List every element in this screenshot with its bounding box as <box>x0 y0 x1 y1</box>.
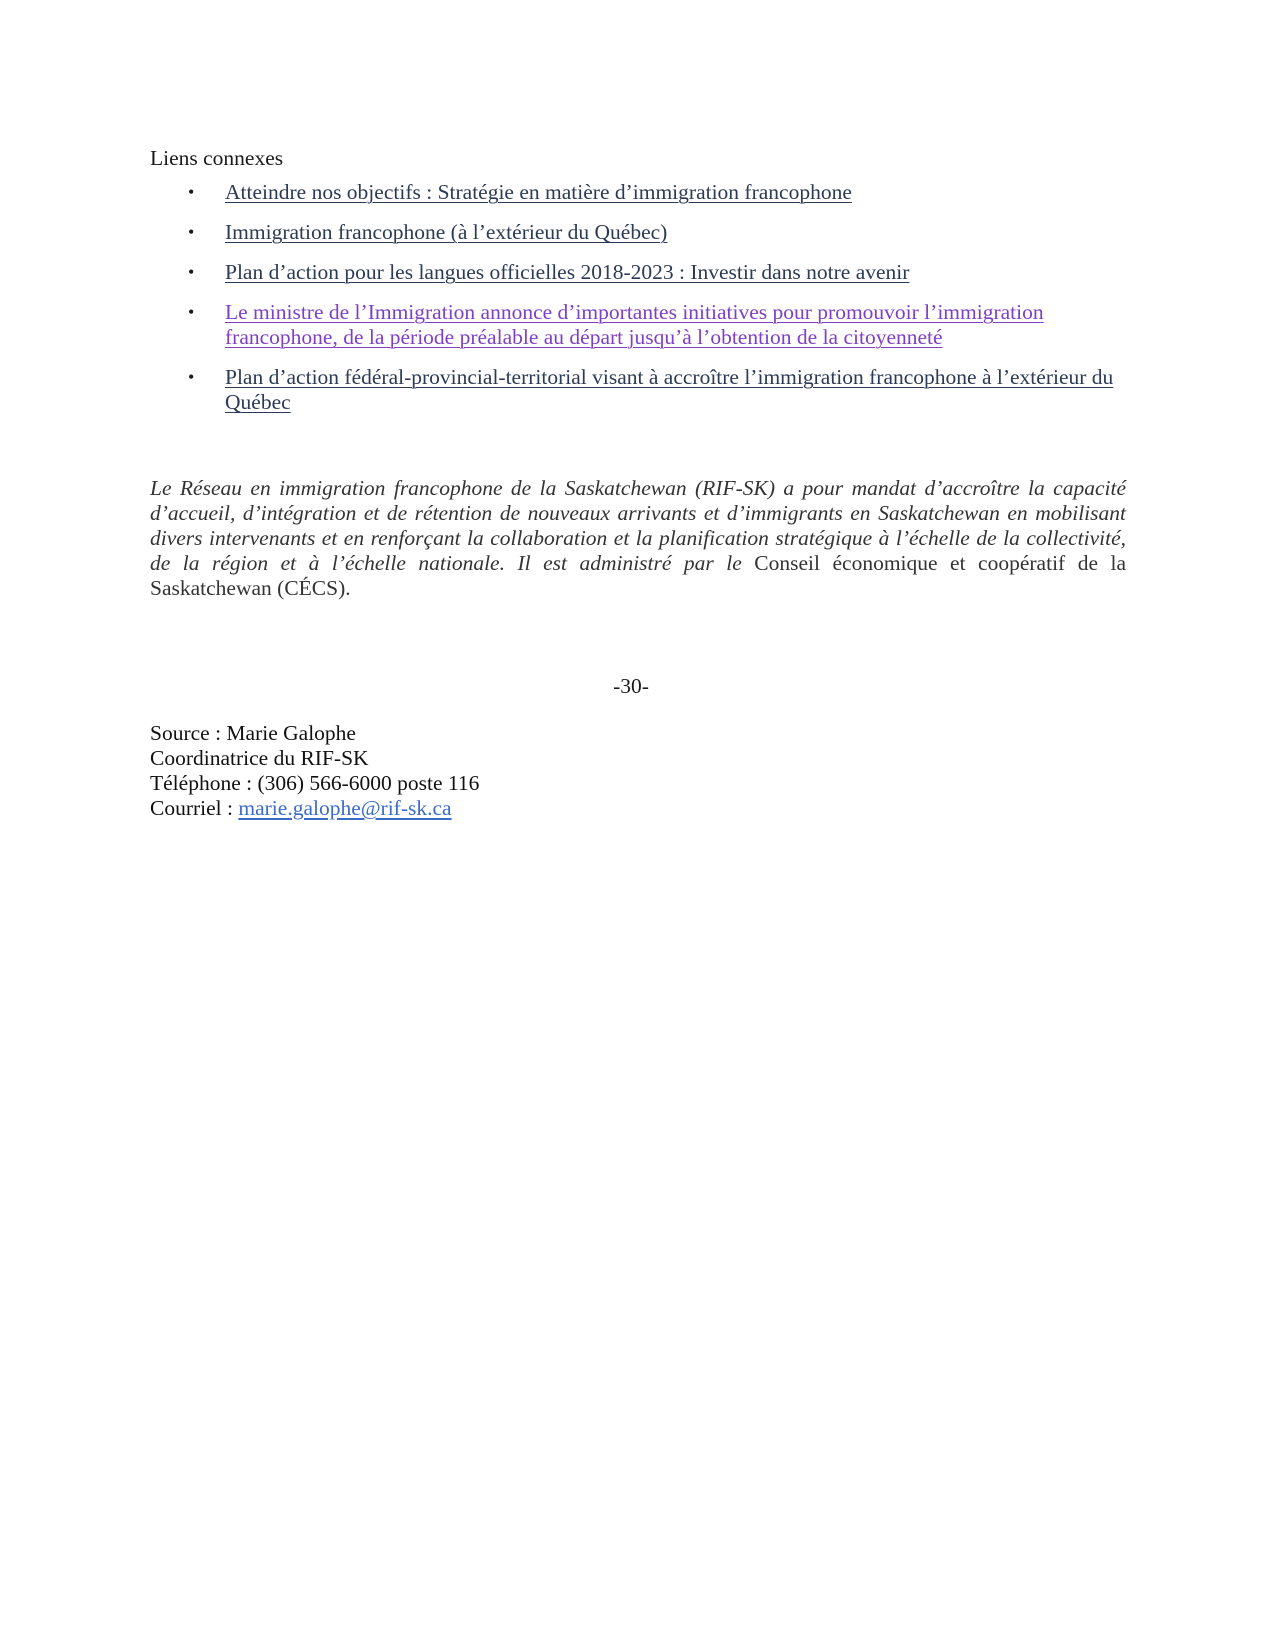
mandate-organization: Conseil économique et coopératif de la Saskatchewan (CÉCS) <box>150 551 1126 600</box>
end-marker: -30- <box>613 674 649 698</box>
bullet-icon: • <box>188 222 195 242</box>
bullet-icon: • <box>188 302 195 322</box>
contact-source: Source : Marie Galophe <box>150 721 356 745</box>
link-strategie-immigration[interactable]: Atteindre nos objectifs : Stratégie en matière d’immigration francophone <box>225 180 852 204</box>
list-item <box>150 300 1126 350</box>
related-links-list <box>150 180 1126 415</box>
link-plan-langues-officielles[interactable]: Plan d’action pour les langues officielles 2018-2023 : Investir dans notre avenir <box>225 260 910 284</box>
link-ministre-annonce[interactable]: Le ministre de l’Immigration annonce d’importantes initiatives pour promouvoir l’immigration francophone, de la période préalable au départ jusqu’à l’obtention de la citoyenneté <box>225 300 1044 349</box>
contact-email-row <box>150 796 1126 821</box>
mandate-paragraph <box>150 476 1126 601</box>
mandate-italic-text: Le Réseau en immigration francophone de la Saskatchewan (RIF-SK) a pour mandat d’accroître la capacité d’accueil, d’intégration et de rétention de nouveaux arrivants et d’immigrants en Saskatchewan en mobilisant divers intervenants et en renforçant la collaboration et la planification stratégique à l’échelle de la collectivité, de la région et à l’échelle nationale. Il est administré par le <box>150 476 1126 575</box>
contact-role: Coordinatrice du RIF-SK <box>150 746 369 770</box>
mandate-end-punct: . <box>345 576 351 600</box>
list-item <box>150 260 1126 285</box>
list-item <box>150 180 1126 205</box>
contact-block <box>150 721 1126 821</box>
bullet-icon: • <box>188 367 195 387</box>
link-immigration-francophone[interactable]: Immigration francophone (à l’extérieur du Québec) <box>225 220 668 244</box>
list-item <box>150 220 1126 245</box>
bullet-icon: • <box>188 262 195 282</box>
link-plan-fpt[interactable]: Plan d’action fédéral-provincial-territorial visant à accroître l’immigration francophone à l’extérieur du Québec <box>225 365 1114 414</box>
bullet-icon: • <box>188 182 195 202</box>
list-item <box>150 365 1126 415</box>
related-links-heading: Liens connexes <box>150 146 284 170</box>
contact-phone: Téléphone : (306) 566-6000 poste 116 <box>150 771 480 795</box>
document-page <box>150 146 1126 821</box>
contact-email-label: Courriel : <box>150 796 239 820</box>
email-link[interactable]: marie.galophe@rif-sk.ca <box>238 796 452 820</box>
